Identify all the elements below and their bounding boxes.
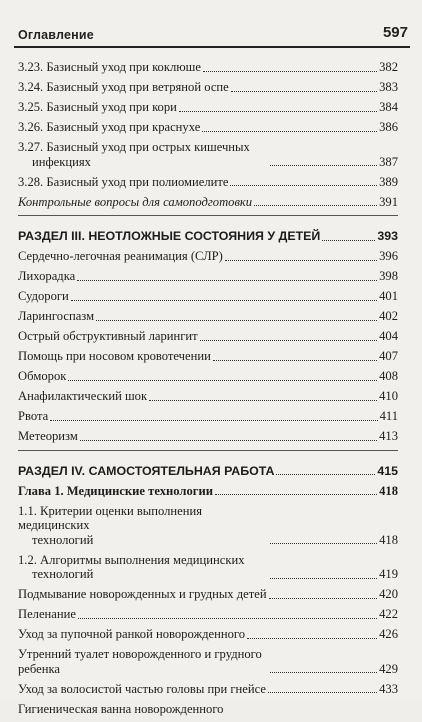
toc-entry: Сердечно-легочная реанимация (СЛР) 396: [18, 249, 398, 264]
toc-entry: 3.28. Базисный уход при полиомиелите 389: [18, 174, 398, 189]
toc-section-heading: РАЗДЕЛ III. НЕОТЛОЖНЫЕ СОСТОЯНИЯ У ДЕТЕЙ 393: [18, 229, 398, 244]
toc-entry: Уход за волосистой частью головы при гнейсе 433: [18, 681, 398, 696]
table-of-contents: [18, 60, 398, 722]
toc-entry-partial: Гигиеническая ванна новорожденного: [18, 701, 224, 716]
toc-entry: 3.27. Базисный уход при острых кишечных инфекциях 387: [18, 139, 398, 169]
toc-entry: Рвота 411: [18, 408, 398, 423]
page-header: [14, 24, 410, 48]
toc-entry: 1.2. Алгоритмы выполнения медицинских технологий 419: [18, 552, 398, 582]
toc-entry: Подмывание новорожденных и грудных детей 420: [18, 587, 398, 602]
toc-entry: 3.24. Базисный уход при ветряной оспе 383: [18, 79, 398, 94]
toc-entry: Помощь при носовом кровотечении 407: [18, 349, 398, 363]
toc-entry: Метеоризм 413: [18, 428, 398, 443]
toc-entry: 3.25. Базисный уход при кори 384: [18, 99, 398, 114]
toc-entry: Острый обструктивный ларингит 404: [18, 329, 398, 344]
toc-entry-review-questions: Контрольные вопросы для самоподготовки 391: [18, 194, 398, 209]
toc-entry: 3.23. Базисный уход при коклюше 382: [18, 60, 398, 74]
section-divider: [18, 450, 398, 451]
toc-entry: 3.26. Базисный уход при краснухе 386: [18, 119, 398, 134]
toc-entry: Пеленание 422: [18, 607, 398, 622]
toc-entry: Лихорадка 398: [18, 269, 398, 284]
toc-entry: Судороги 401: [18, 289, 398, 304]
toc-section-heading: РАЗДЕЛ IV. САМОСТОЯТЕЛЬНАЯ РАБОТА 415: [18, 463, 398, 478]
toc-entry: 1.1. Критерии оценки выполнения медицинских технологий 418: [18, 503, 398, 547]
toc-chapter-heading: Глава 1. Медицинские технологии 418: [18, 483, 398, 498]
section-divider: [18, 215, 398, 216]
toc-entry: Утренний туалет новорожденного и грудного ребенка 429: [18, 647, 398, 676]
running-title: Оглавление: [18, 28, 94, 42]
page-number: 597: [382, 24, 408, 41]
toc-entry: Ларингоспазм 402: [18, 309, 398, 324]
toc-entry: Уход за пупочной ранкой новорожденного 426: [18, 627, 398, 642]
toc-entry: Анафилактический шок 410: [18, 388, 398, 403]
toc-entry: Обморок 408: [18, 368, 398, 383]
